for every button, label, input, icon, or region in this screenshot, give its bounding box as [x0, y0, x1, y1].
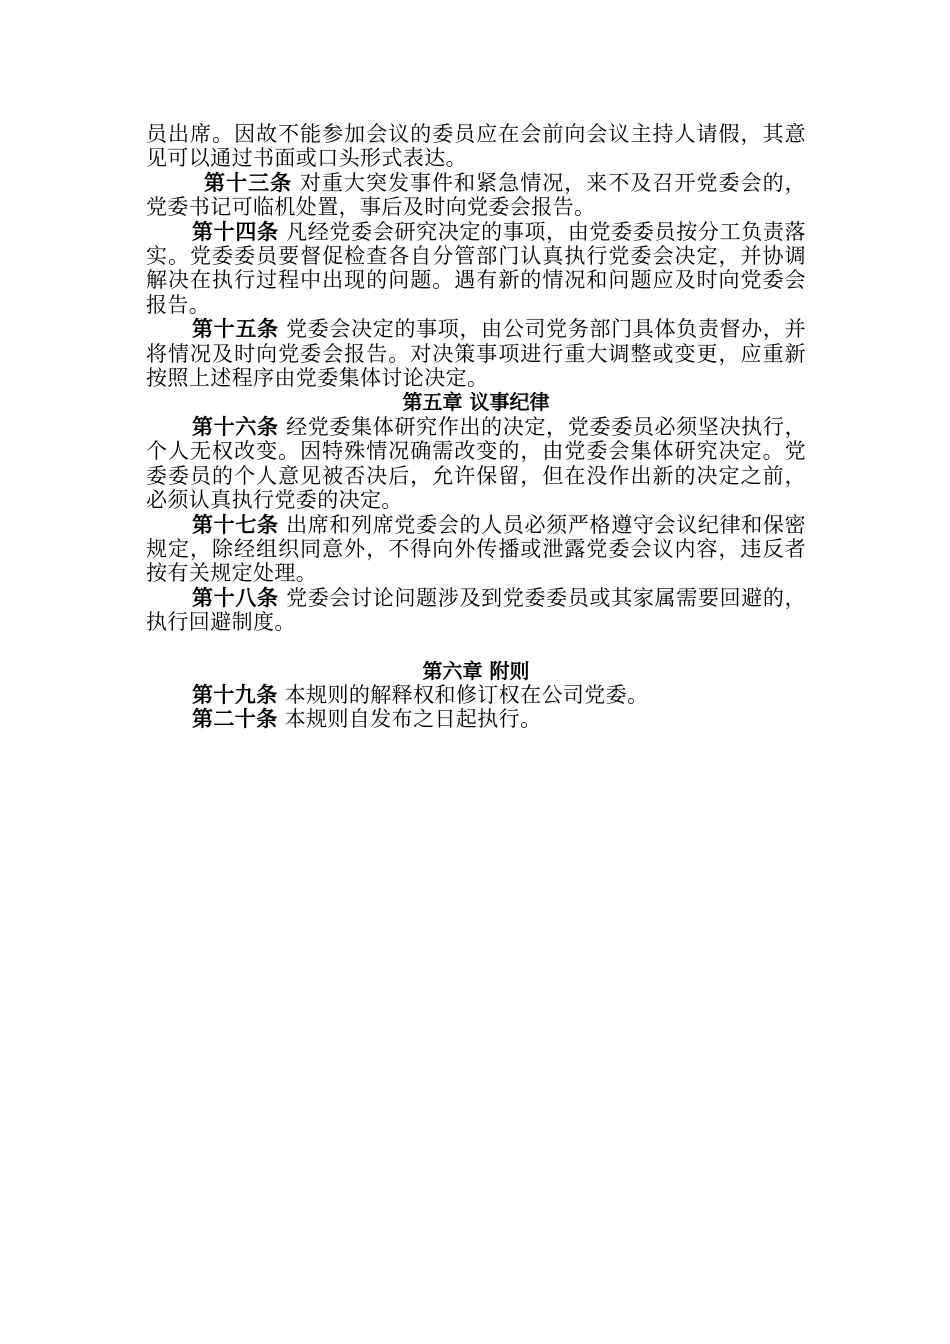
chapter-6-heading: 第六章 附则	[422, 658, 530, 683]
article-label: 第十四条	[192, 219, 279, 244]
article-14	[146, 220, 806, 318]
article-18	[146, 586, 806, 635]
article-16	[146, 415, 806, 513]
article-text: 经党委集体研究作出的决定，党委委员必须坚决执行，个人无权改变。因特殊情况确需改变的，由党委会集体研究决定。党委委员的个人意见被否决后，允许保留，但在没作出新的决定之前，必须认真执行党委的决定。	[146, 414, 806, 513]
article-20	[146, 707, 806, 731]
chapter-5-heading: 第五章 议事纪律	[402, 390, 550, 415]
article-label: 第二十条	[192, 707, 278, 732]
article-text: 凡经党委会研究决定的事项，由党委委员按分工负责落实。党委委员要督促检查各自分管部门认真执行党委会决定，并协调解决在执行过程中出现的问题。遇有新的情况和问题应及时向党委会报告。	[146, 219, 806, 317]
article-text: 对重大突发事件和紧急情况，来不及召开党委会的，党委书记可临机处置，事后及时向党委会报告。	[146, 170, 806, 220]
spacer	[146, 635, 806, 659]
article-17	[146, 513, 806, 586]
article-text: 党委会讨论问题涉及到党委委员或其家属需要回避的，执行回避制度。	[146, 585, 806, 635]
article-text: 本规则自发布之日起执行。	[284, 707, 542, 732]
document-page	[146, 122, 806, 732]
article-text: 本规则的解释权和修订权在公司党委。	[284, 682, 649, 707]
article-19	[146, 683, 806, 707]
article-label: 第十八条	[192, 585, 279, 610]
article-13	[146, 171, 806, 220]
article-label: 第十九条	[192, 682, 278, 707]
article-label: 第十七条	[192, 512, 279, 537]
article-label: 第十六条	[192, 414, 279, 439]
article-text: 党委会决定的事项，由公司党务部门具体负责督办，并将情况及时向党委会报告。对决策事项进行重大调整或变更，应重新按照上述程序由党委集体讨论决定。	[146, 317, 806, 391]
article-text: 出席和列席党委会的人员必须严格遵守会议纪律和保密规定，除经组织同意外，不得向外传播或泄露党委会议内容，违反者按有关规定处理。	[146, 512, 806, 586]
article-label: 第十五条	[192, 317, 279, 342]
article-15	[146, 317, 806, 390]
article-label: 第十三条	[204, 170, 293, 195]
continuation-paragraph: 员出席。因故不能参加会议的委员应在会前向会议主持人请假，其意见可以通过书面或口头形式表达。	[146, 122, 806, 171]
